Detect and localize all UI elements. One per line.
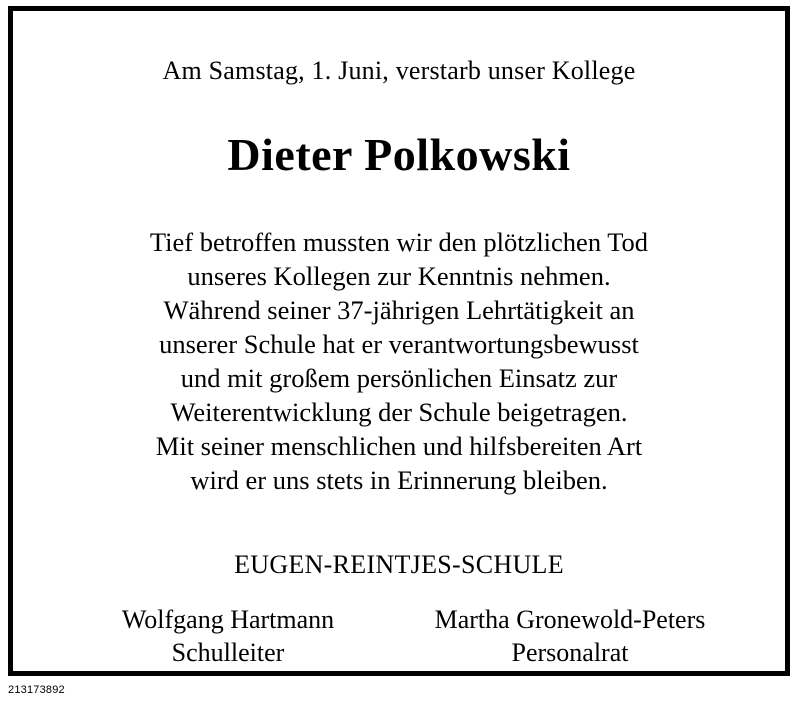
signatory-left [57,604,399,669]
body-line: Mit seiner menschlichen und hilfsbereiten Art [155,431,643,462]
signatory-role: Schulleiter [171,637,285,667]
obituary-notice-card [8,6,790,676]
signatories [49,604,749,669]
signatory-right [399,604,741,669]
signatory-role: Personalrat [511,637,629,667]
body-line: wird er uns stets in Erinnerung bleiben. [190,465,608,496]
body-line: Tief betroffen mussten wir den plötzlichen Tod [149,226,649,257]
body-line: und mit großem persönlichen Einsatz zur [180,362,618,393]
organization-name: EUGEN-REINTJES-SCHULE [234,550,564,580]
body-line: unseres Kollegen zur Kenntnis nehmen. [187,260,611,291]
body-line: Weiterentwicklung der Schule beigetragen. [170,397,628,428]
signatory-name: Wolfgang Hartmann [121,605,335,635]
body-line: unserer Schule hat er verantwortungsbewusst [159,328,639,359]
body-line: Während seiner 37-jährigen Lehrtätigkeit an [163,294,635,325]
notice-lead-text: Am Samstag, 1. Juni, verstarb unser Kollege [162,56,636,85]
notice-content [13,11,785,671]
notice-body [49,225,749,497]
reference-id: 213173892 [8,684,65,696]
signatory-name: Martha Gronewold-Peters [434,605,706,635]
deceased-name: Dieter Polkowski [227,129,571,181]
